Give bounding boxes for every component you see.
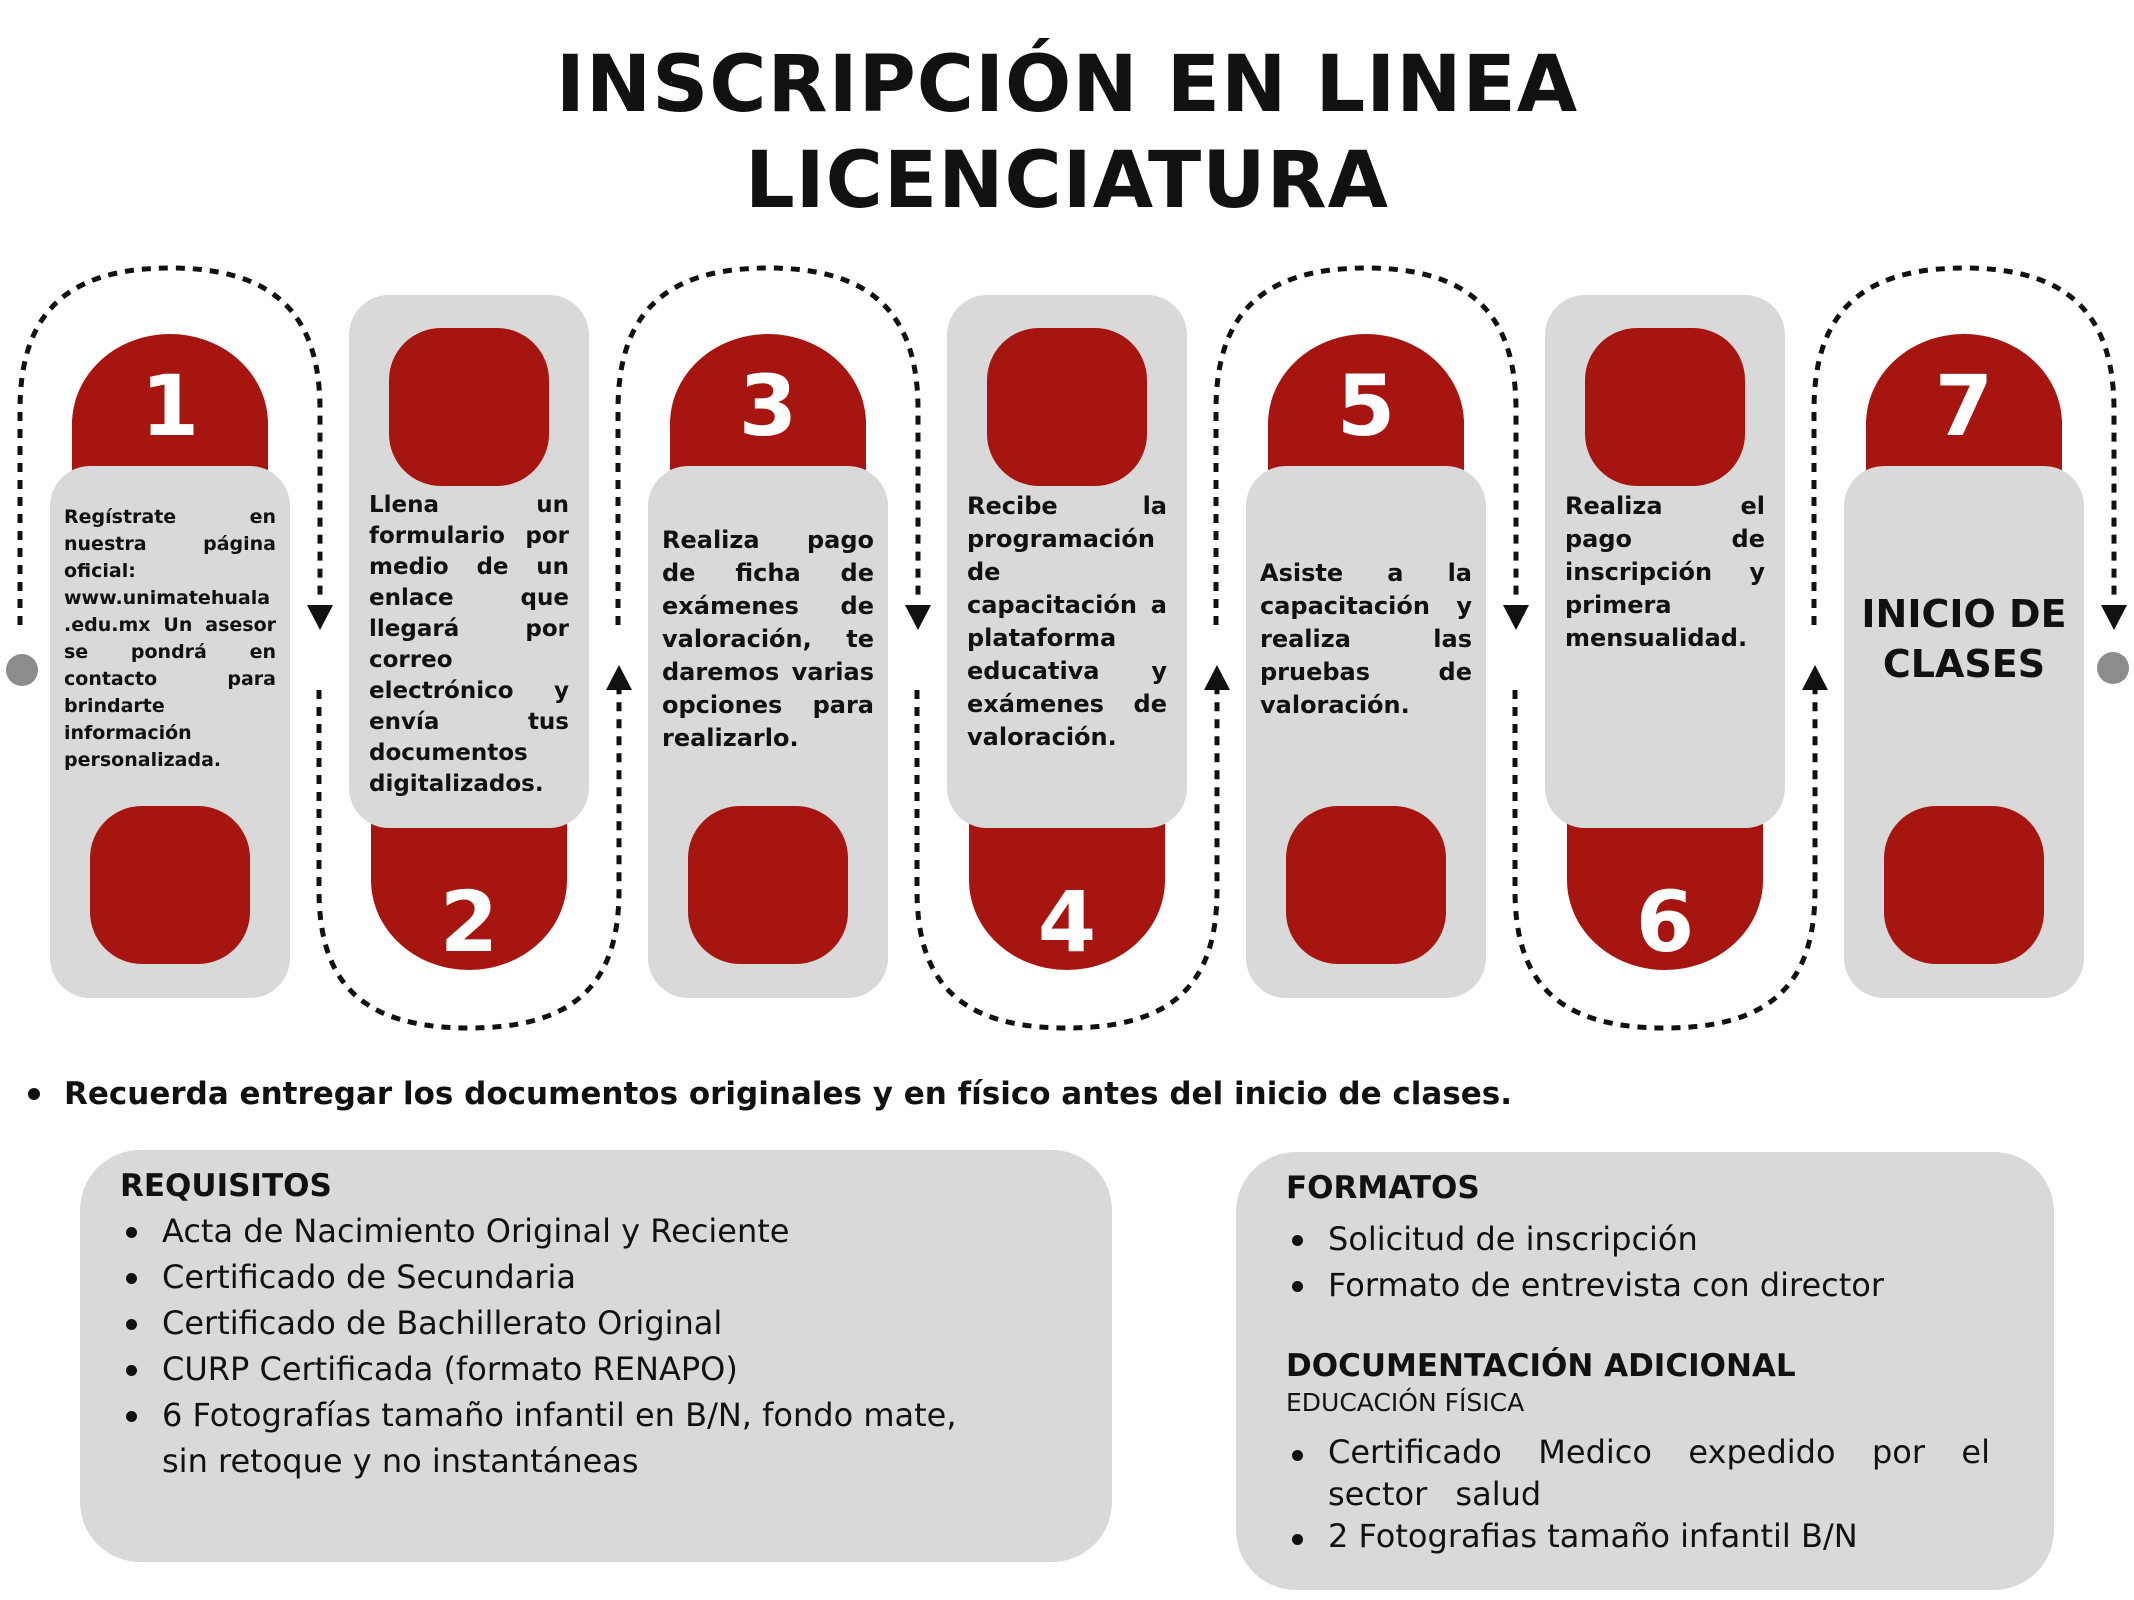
documentacion-list <box>1286 1431 1990 1557</box>
step-text: Realiza pago de ficha de exámenes de valoración, te daremos varias opciones para realizarlo. <box>662 525 874 752</box>
arrow-down-icon <box>905 605 931 630</box>
arrow-up-icon <box>606 665 632 690</box>
arrow-up-icon <box>1802 665 1828 690</box>
step-text: INICIO DE CLASES <box>1861 592 2067 686</box>
flow-end-dot <box>2097 652 2129 684</box>
step-number: 6 <box>1635 873 1695 971</box>
requisitos-heading: REQUISITOS <box>120 1168 332 1204</box>
page-title-line-2: LICENCIATURA <box>744 136 1390 226</box>
step-text: Llena un formulario por medio de un enlace que llegará por correo electrónico y envía tus documentos digitalizados. <box>369 492 569 797</box>
list-item: Solicitud de inscripción <box>1286 1216 1990 1262</box>
step-number: 4 <box>1037 873 1097 971</box>
step-text-box <box>648 474 888 804</box>
step-red-badge <box>90 806 250 964</box>
flow-start-dot <box>6 654 38 686</box>
reminder-note <box>28 1076 1512 1112</box>
step-text-box <box>1545 300 1785 818</box>
list-item: CURP Certificada (formato RENAPO) <box>120 1346 1072 1392</box>
arrow-down-icon <box>2101 605 2127 630</box>
step-number: 3 <box>738 357 798 455</box>
bullet-icon <box>28 1088 40 1100</box>
step-text-box <box>1844 474 2084 804</box>
list-item: Formato de entrevista con director <box>1286 1262 1990 1308</box>
step-red-badge <box>688 806 848 964</box>
list-item: Acta de Nacimiento Original y Reciente <box>120 1208 1072 1254</box>
arrow-down-icon <box>1503 605 1529 630</box>
step-text-box <box>1246 474 1486 804</box>
step-text-box <box>50 474 290 804</box>
reminder-text: Recuerda entregar los documentos originales y en físico antes del inicio de clases. <box>64 1076 1513 1112</box>
step-number: 5 <box>1336 357 1396 455</box>
step-text-box <box>947 300 1187 818</box>
list-item: Certificado de Bachillerato Original <box>120 1300 1072 1346</box>
list-item: Certificado de Secundaria <box>120 1254 1072 1300</box>
step-number: 2 <box>439 873 499 971</box>
step-text: Realiza el pago de inscripción y primera mensualidad. <box>1565 492 1765 652</box>
step-text-box <box>349 300 589 818</box>
step-text: Recibe la programación de capacitación a plataforma educativa y exámenes de valoración. <box>967 492 1167 751</box>
formatos-panel <box>1236 1152 2054 1590</box>
formatos-list <box>1286 1216 1990 1308</box>
documentacion-subheading: EDUCACIÓN FÍSICA <box>1286 1388 1525 1417</box>
step-number: 1 <box>140 357 200 455</box>
arrow-up-icon <box>1204 665 1230 690</box>
step-text: Asiste a la capacitación y realiza las pruebas de valoración. <box>1260 558 1472 719</box>
step-number: 7 <box>1934 357 1994 455</box>
list-item: 6 Fotografías tamaño infantil en B/N, fondo mate, sin retoque y no instantáneas <box>120 1392 1072 1484</box>
documentacion-heading: DOCUMENTACIÓN ADICIONAL <box>1286 1348 1796 1384</box>
step-red-badge <box>1286 806 1446 964</box>
list-item: Certificado Medico expedido por el sector salud <box>1286 1431 1990 1515</box>
list-item: 2 Fotografias tamaño infantil B/N <box>1286 1515 1990 1557</box>
page-title-line-1: INSCRIPCIÓN EN LINEA <box>555 40 1579 130</box>
formatos-heading: FORMATOS <box>1286 1170 1480 1206</box>
requisitos-panel <box>80 1150 1112 1562</box>
arrow-down-icon <box>307 605 333 630</box>
requisitos-list <box>120 1208 1072 1484</box>
step-text: Regístrate en nuestra página oficial: www.unimatehuala.edu.mx Un asesor se pondrá en contacto para brindarte información personalizada. <box>64 506 276 771</box>
step-red-badge <box>1884 806 2044 964</box>
